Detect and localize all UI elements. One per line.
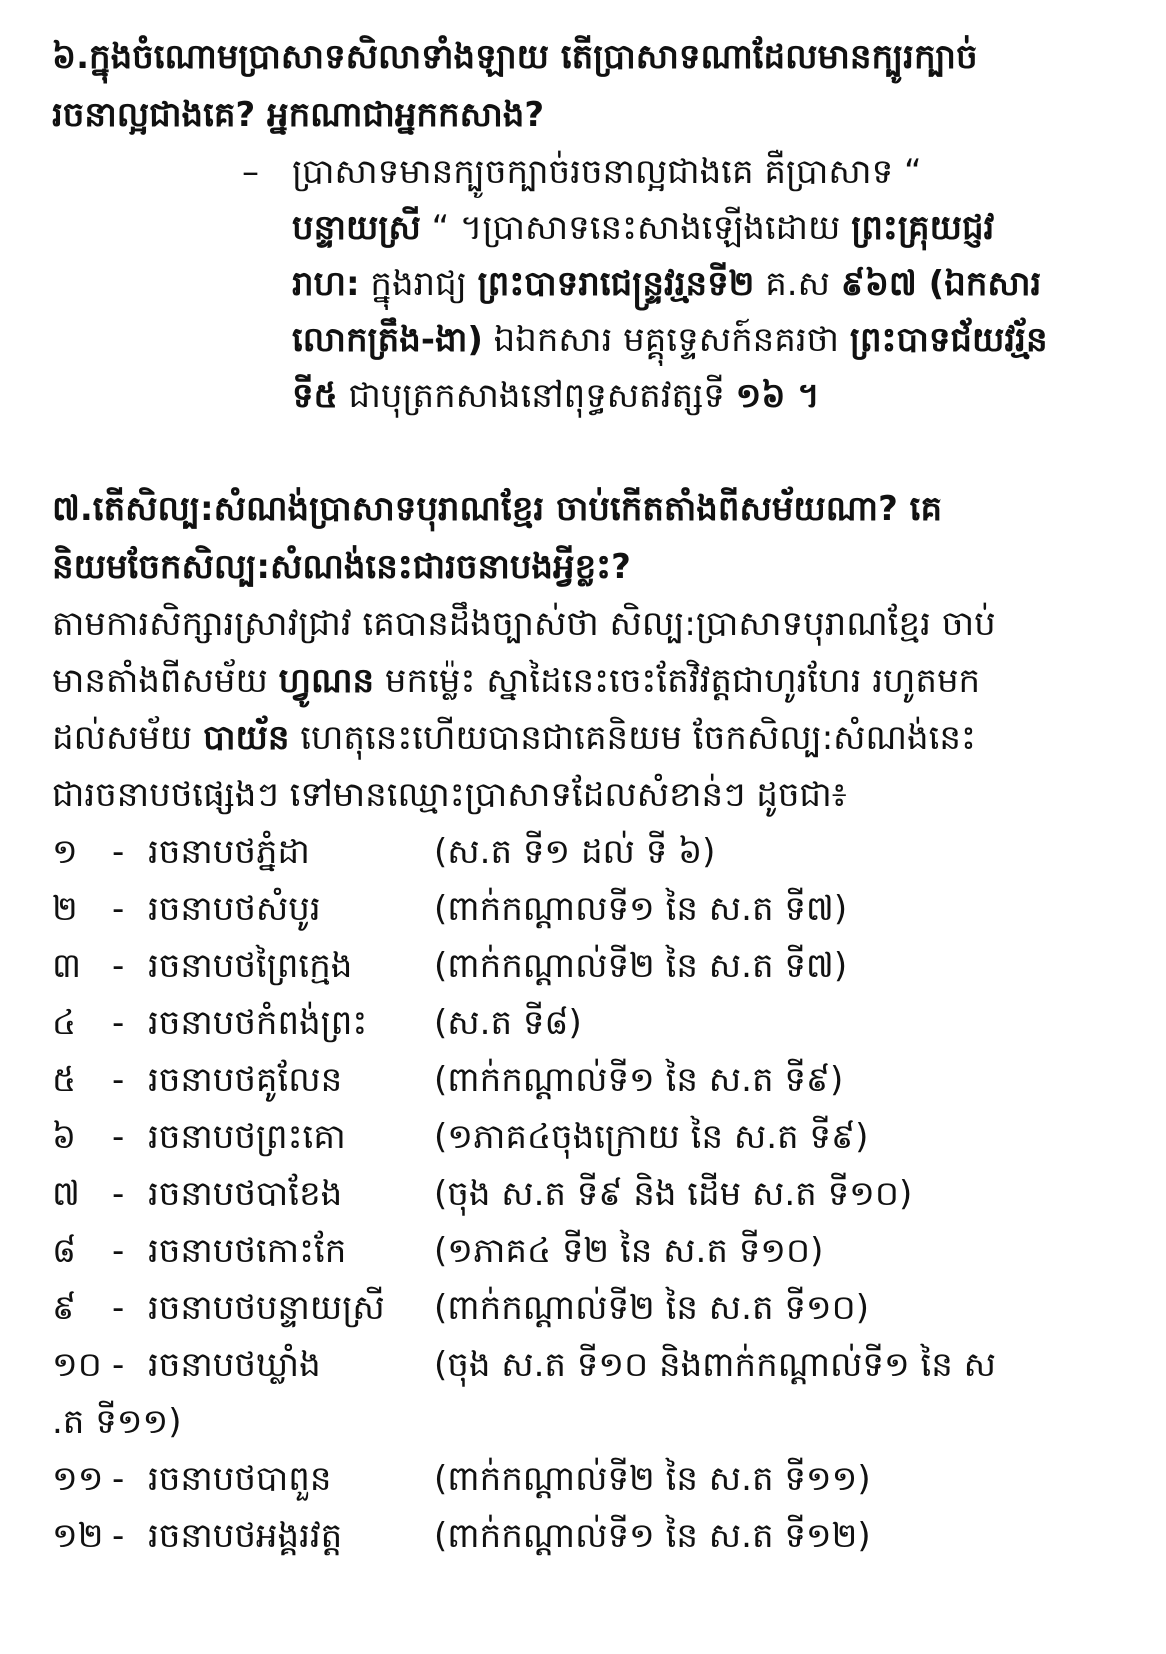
answer-text: ហេតុនេះហើយបានជាគេនិយម ចែកសិល្ប:សំណង់នេះ (289, 718, 976, 758)
style-list (52, 824, 1106, 1565)
item-number: ២ (52, 889, 78, 929)
style-name: រចនាបថបាពួន (148, 1459, 332, 1499)
item-separator: - (112, 1003, 125, 1043)
year-source: ៩៦៧ (ឯកសារ (840, 264, 1042, 304)
style-period: (ពាក់កណ្តាលទី១ នៃ ស.ត ទី៧) (434, 889, 848, 929)
item-separator: - (112, 1117, 125, 1157)
century: ១៦ ។ (735, 376, 820, 416)
builder-name-cont: រាហ: (292, 264, 360, 304)
item-number: ១១ (52, 1459, 104, 1499)
source-author: លោកត្រឹង-ងា) (292, 320, 483, 360)
item-separator: - (112, 1288, 125, 1328)
style-name: រចនាបថកោះកែ (148, 1231, 347, 1271)
question-7-line-1: ៧.តើសិល្ប:សំណង់ប្រាសាទបុរាណខ្មែរ ចាប់កើតតាំងពីសម័យណា? គេ (52, 489, 943, 529)
item-separator: - (112, 1174, 125, 1214)
style-period: (ស.ត ទី៨) (434, 1003, 582, 1043)
item-separator: - (112, 889, 125, 929)
answer-7-line-4: ជារចនាបថផ្សេងៗ ទៅមានឈ្មោះប្រាសាទដែលសំខាន់ៗ ដូចជា៖ (52, 775, 847, 815)
answer-text: មកម៉្លេះ ស្នាដៃនេះចេះតែវិវត្តជាហូរហែរ រហូតមក (374, 661, 981, 701)
item-separator: - (112, 1060, 125, 1100)
answer-text: មានតាំងពីសម័យ (52, 661, 279, 701)
style-period: (១ភាគ៤ចុងក្រោយ នៃ ស.ត ទី៩) (434, 1117, 869, 1157)
question-6-line-1: ៦.ក្នុងចំណោមប្រាសាទសិលាទាំងឡាយ តើប្រាសាទណាដែលមានក្បូរក្បាច់ (52, 37, 978, 77)
style-period: (ពាក់កណ្តាល់ទី១ នៃ ស.ត ទី១២) (434, 1516, 871, 1556)
style-name: រចនាបថឃ្លាំង (148, 1345, 321, 1385)
style-name: រចនាបថបាខែង (148, 1174, 343, 1214)
style-period: (ចុង ស.ត ទី៩ និង ដើម ស.ត ទី១០) (434, 1174, 913, 1214)
answer-7-line-1: តាមការសិក្សារស្រាវជ្រាវ គេបានដឹងច្បាស់ថា សិល្ប:ប្រាសាទបុរាណខ្មែរ ចាប់ (52, 604, 996, 644)
answer-text: “ ។ប្រាសាទនេះសាងឡើងដោយ (420, 208, 852, 248)
answer-7-line-2 (52, 653, 1106, 710)
question-6-line-2: រចនាល្អជាងគេ? អ្នកណាជាអ្នកកសាង? (52, 95, 545, 135)
item-separator: - (112, 1231, 125, 1271)
answer-6-line-5 (292, 368, 1106, 424)
builder-name: ព្រះគ្រុយជ្ញវ (851, 208, 995, 248)
style-name: រចនាបថព្រះគោ (148, 1117, 346, 1157)
list-item (52, 995, 1106, 1052)
king-name-2: ព្រះបាទជ័យវរ្ម័ន (849, 320, 1048, 360)
question-7-line-2: និយមចែកសិល្ប:សំណង់នេះជារចនាបងអ្វីខ្លះ? (52, 547, 631, 587)
style-name: រចនាបថព្រៃក្មេង (148, 946, 353, 986)
king-number: ទី៥ (292, 376, 338, 416)
list-item (52, 824, 1106, 881)
item-number: ៨ (52, 1231, 77, 1271)
answer-6-line-3 (292, 256, 1106, 312)
style-period: (១ភាគ៤ ទី២ នៃ ស.ត ទី១០) (434, 1231, 824, 1271)
list-item (52, 938, 1106, 995)
item-number: ១០ (52, 1345, 102, 1385)
item-number: ៥ (52, 1060, 77, 1100)
list-item (52, 1451, 1106, 1508)
answer-text: ឯឯកសារ មគ្គុទ្ទេសក៍នគរថា (482, 320, 850, 360)
answer-6 (242, 144, 1106, 424)
style-period-continued: .ត ទី១១) (52, 1402, 182, 1442)
item-number: ៧ (52, 1174, 80, 1214)
item-number: ១ (52, 832, 78, 872)
list-item (52, 1337, 1106, 1394)
list-item (52, 1166, 1106, 1223)
item-number: ១២ (52, 1516, 104, 1556)
style-period: (ពាក់កណ្តាល់ទី២ នៃ ស.ត ទី៧) (434, 946, 848, 986)
answer-6-line-1 (292, 144, 1106, 200)
section-gap (52, 424, 1106, 480)
style-name: រចនាបថអង្គរវត្ត (148, 1516, 343, 1556)
king-name: ព្រះបាទរាជេន្ទ្រវរ្មនទី២ (477, 264, 755, 304)
style-period: (ពាក់កណ្តាល់ទី២ នៃ ស.ត ទី១១) (434, 1459, 871, 1499)
answer-text: គ.ស (754, 264, 841, 304)
item-number: ៦ (52, 1117, 77, 1157)
list-item (52, 1508, 1106, 1565)
answer-text: ក្នុងរាជ្យ (359, 264, 478, 304)
answer-text: ជាបុត្រកសាងនៅពុទ្ធសតវត្សទី (337, 376, 736, 416)
list-item (52, 1280, 1106, 1337)
item-separator: - (112, 1345, 125, 1385)
item-separator: - (112, 1516, 125, 1556)
style-period: (ស.ត ទី១ ដល់ ទី ៦) (434, 832, 716, 872)
answer-text: ប្រាសាទមានក្បូចក្បាច់រចនាល្អជាងគេ គឺប្រាសាទ “ (292, 152, 922, 192)
list-item (52, 1109, 1106, 1166)
answer-6-line-2 (292, 200, 1106, 256)
style-name: រចនាបថបន្ទាយស្រី (148, 1288, 385, 1328)
style-period: (ពាក់កណ្តាល់ទី២ នៃ ស.ត ទី១០) (434, 1288, 869, 1328)
era-funan: ហ្វូណន (278, 661, 375, 701)
list-item (52, 1223, 1106, 1280)
list-item (52, 1052, 1106, 1109)
answer-dash: – (242, 152, 259, 192)
item-separator: - (112, 832, 125, 872)
item-number: ៩ (52, 1288, 77, 1328)
style-name: រចនាបថគូលែន (148, 1060, 343, 1100)
item-separator: - (112, 946, 125, 986)
style-name: រចនាបថសំបូរ (148, 889, 321, 929)
item-number: ៤ (52, 1003, 77, 1043)
item-separator: - (112, 1459, 125, 1499)
item-number: ៣ (52, 946, 82, 986)
temple-name-banteay-srei: បន្ទាយស្រី (292, 208, 421, 248)
style-name: រចនាបថភ្នំដា (148, 832, 310, 872)
style-period: (ចុង ស.ត ទី១០ និងពាក់កណ្តាល់ទី១ នៃ ស (434, 1345, 997, 1385)
style-period: (ពាក់កណ្តាល់ទី១ នៃ ស.ត ទី៩) (434, 1060, 844, 1100)
answer-7-line-3 (52, 710, 1106, 767)
list-item (52, 881, 1106, 938)
list-item-wrap (52, 1394, 1106, 1451)
answer-text: ដល់សម័យ (52, 718, 204, 758)
era-bayon: បាយ័ន (203, 718, 290, 758)
style-name: រចនាបថកំពង់ព្រះ (148, 1003, 368, 1043)
answer-6-line-4 (292, 312, 1106, 368)
